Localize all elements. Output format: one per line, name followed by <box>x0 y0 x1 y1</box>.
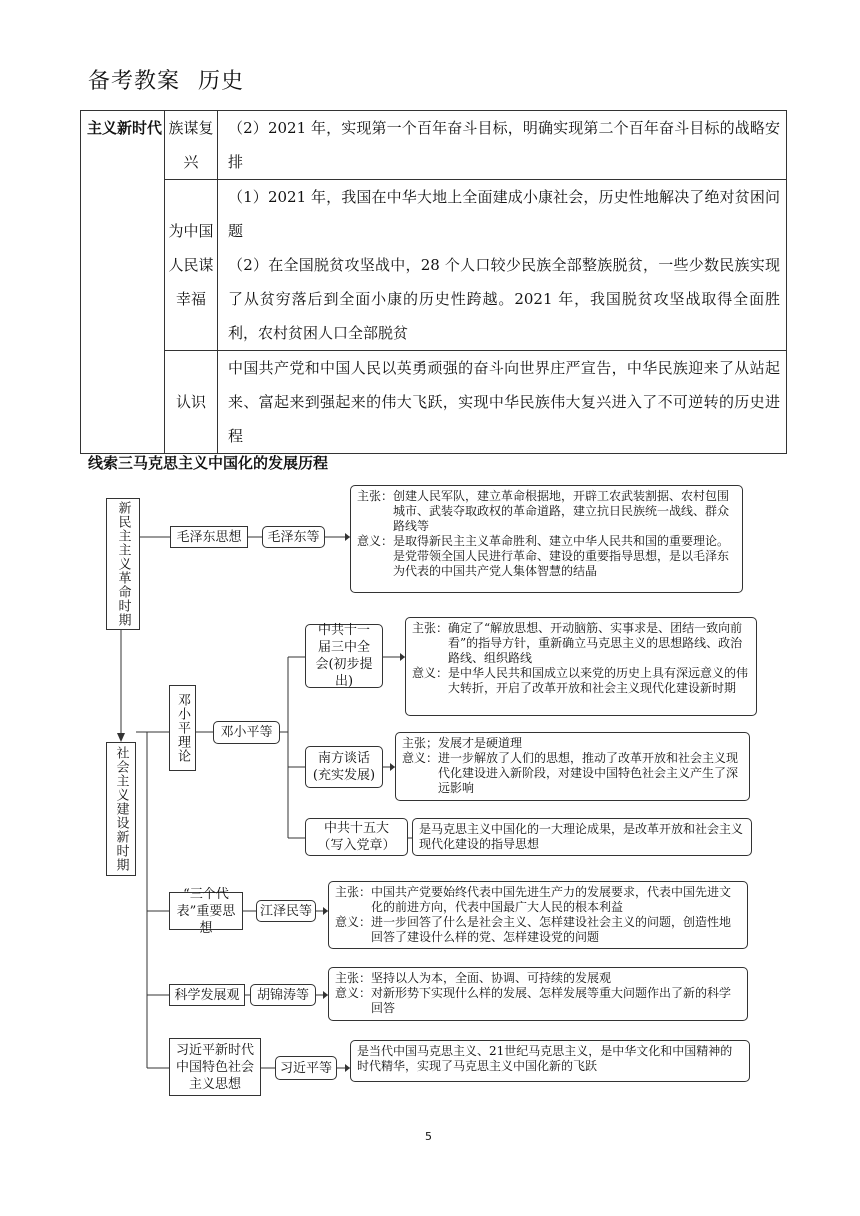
deng-stage2-box: 南方谈话(充实发展) <box>305 746 383 788</box>
hu-note: 主张： 坚持以人为本，全面、协调、可持续的发展观 意义： 对新形势下实现什么样的发展、怎样发展等重大问题作出了新的科学回答 <box>328 967 748 1021</box>
deng-theory-box: 邓小平理论 <box>169 685 196 771</box>
deng-stage1-note: 主张： 确定了“解放思想、开动脑筋、实事求是、团结一致向前看”的指导方针，重新确立马克思主义的思想路线、政治路线、组织路线 意义： 是中华人民共和国成立以来党的历史上具有深远意义的伟大转折，开启了改革开放和社会主义现代化建设新时期 <box>405 617 757 716</box>
mao-person-box: 毛泽东等 <box>262 526 325 548</box>
header-right: 历史 <box>198 69 245 94</box>
content-cell: （1）2021 年，我国在中华大地上全面建成小康社会，历史性地解决了绝对贫困问题 （2）在全国脱贫攻坚战中，28 个人口较少民族全部整族脱贫，一些少数民族实现了从贫穷落后到全面小康的历史性跨越。2021 年，我国脱贫攻坚战取得全面胜利，农村贫困人口全部脱贫 <box>218 180 787 351</box>
topic-cell: 为中国人民谋幸福 <box>165 180 218 351</box>
topic-cell: 族谋复兴 <box>165 111 218 180</box>
section-title: 线索三马克思主义中国化的发展历程 <box>88 454 329 472</box>
header-left: 备考教案 <box>88 69 181 94</box>
hu-theory-box: 科学发展观 <box>169 984 245 1006</box>
xi-theory-box: 习近平新时代中国特色社会主义思想 <box>169 1038 261 1096</box>
content-cell: 中国共产党和中国人民以英勇顽强的奋斗向世界庄严宣告，中华民族迎来了从站起来、富起来到强起来的伟大飞跃，实现中华民族伟大复兴进入了不可逆转的历史进程 <box>218 351 787 454</box>
deng-stage3-box: 中共十五大（写入党章） <box>305 818 408 856</box>
table-row <box>81 351 787 454</box>
deng-stage3-note: 是马克思主义中国化的一大理论成果，是改革开放和社会主义现代化建设的指导思想 <box>412 818 752 856</box>
era-cell: 主义新时代 <box>81 111 165 454</box>
mao-theory-box: 毛泽东思想 <box>170 526 248 548</box>
page-number: 5 <box>425 1130 432 1143</box>
jiang-note: 主张： 中国共产党要始终代表中国先进生产力的发展要求，代表中国先进文化的前进方向，代表中国最广大人民的根本利益 意义： 进一步回答了什么是社会主义、怎样建设社会主义的问题，创造性地回答了建设什么样的党、怎样建设党的问题 <box>328 881 748 949</box>
table-row <box>81 111 787 180</box>
xi-person-box: 习近平等 <box>275 1056 337 1080</box>
mao-note: 主张： 创建人民军队，建立革命根据地，开辟工农武装割据、农村包围城市、武装夺取政权的革命道路，建立抗日民族统一战线、群众路线等 意义： 是取得新民主主义革命胜利、建立中华人民共和国的重要理论。是党带领全国人民进行革命、建设的重要指导思想，是以毛泽东为代表的中国共产党人集体智慧的结晶 <box>350 485 743 593</box>
history-table <box>80 110 787 454</box>
topic-cell: 认识 <box>165 351 218 454</box>
deng-stage2-note: 主张； 发展才是硬道理 意义： 进一步解放了人们的思想，推动了改革开放和社会主义现代化建设进入新阶段，对建设中国特色社会主义产生了深远影响 <box>395 732 750 801</box>
page-header <box>88 64 244 95</box>
concept-diagram <box>0 480 860 1100</box>
period-socialist-construction: 社会主义建设新时期 <box>106 742 136 876</box>
table-row <box>81 180 787 351</box>
xi-note: 是当代中国马克思主义、21世纪马克思主义，是中华文化和中国精神的时代精华，实现了马克思主义中国化新的飞跃 <box>350 1040 750 1082</box>
jiang-person-box: 江泽民等 <box>256 900 316 922</box>
deng-person-box: 邓小平等 <box>213 721 280 744</box>
deng-stage1-box: 中共十一届三中全会(初步提出) <box>305 624 383 688</box>
hu-person-box: 胡锦涛等 <box>250 984 316 1006</box>
period-new-democratic: 新民主主义革命时期 <box>106 498 140 630</box>
content-cell: （2）2021 年，实现第一个百年奋斗目标，明确实现第二个百年奋斗目标的战略安排 <box>218 111 787 180</box>
jiang-theory-box: “三个代表”重要思想 <box>169 892 243 930</box>
